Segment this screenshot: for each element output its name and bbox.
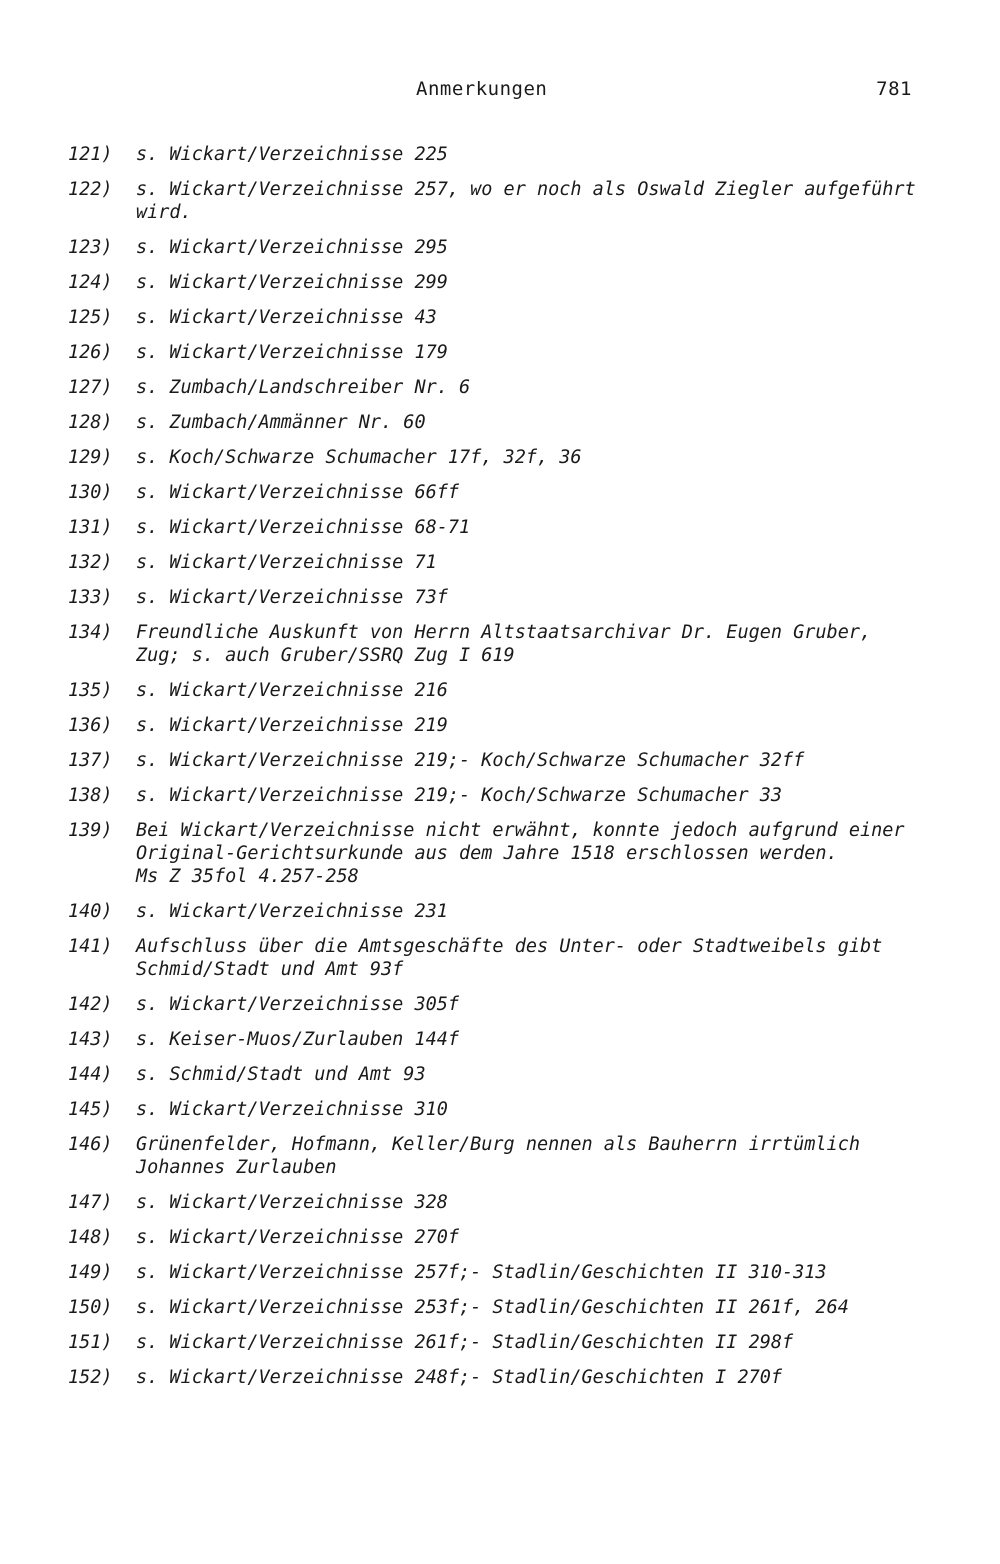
footnote-number: 145)	[68, 1099, 113, 1120]
footnote-entry	[0, 516, 1000, 539]
footnote-text: s. Wickart/Verzeichnisse 71	[136, 552, 437, 573]
footnote-entry	[0, 679, 1000, 702]
footnote-text: s. Wickart/Verzeichnisse 257f;- Stadlin/Geschichten II 310-313	[136, 1262, 827, 1283]
footnote-text: s. Wickart/Verzeichnisse 43	[136, 307, 437, 328]
footnote-text: s. Zumbach/Ammänner Nr. 60	[136, 412, 426, 433]
footnote-text: s. Wickart/Verzeichnisse 257, wo er noch als Oswald Ziegler aufgeführt wird.	[136, 179, 916, 223]
footnote-entry	[0, 1366, 1000, 1389]
footnote-text: Bei Wickart/Verzeichnisse nicht erwähnt, konnte jedoch aufgrund einer Original-Gerichtsurkunde aus dem Jahre 1518 erschlossen werden. Ms Z 35fol 4.257-258	[136, 820, 905, 887]
footnote-entry	[0, 271, 1000, 294]
footnote-entry	[0, 1226, 1000, 1249]
footnote-text: s. Wickart/Verzeichnisse 299	[136, 272, 448, 293]
footnote-number: 139)	[68, 820, 113, 841]
footnote-entry	[0, 551, 1000, 574]
footnote-entry	[0, 1331, 1000, 1354]
footnote-entry	[0, 341, 1000, 364]
footnote-entry	[0, 1063, 1000, 1086]
footnote-entry	[0, 749, 1000, 772]
footnote-number: 131)	[68, 517, 113, 538]
footnote-number: 141)	[68, 936, 113, 957]
footnote-entry	[0, 143, 1000, 166]
footnote-text: s. Wickart/Verzeichnisse 219;- Koch/Schwarze Schumacher 32ff	[136, 750, 805, 771]
footnote-entry	[0, 586, 1000, 609]
footnote-entry	[0, 1133, 1000, 1179]
footnote-entry	[0, 900, 1000, 923]
footnote-entry	[0, 306, 1000, 329]
footnote-number: 130)	[68, 482, 113, 503]
footnote-text: s. Wickart/Verzeichnisse 295	[136, 237, 448, 258]
footnote-number: 142)	[68, 994, 113, 1015]
footnote-number: 124)	[68, 272, 113, 293]
footnote-number: 147)	[68, 1192, 113, 1213]
footnote-text: s. Wickart/Verzeichnisse 248f;- Stadlin/Geschichten I 270f	[136, 1367, 783, 1388]
footnote-entry	[0, 1296, 1000, 1319]
footnote-number: 152)	[68, 1367, 113, 1388]
footnote-text: s. Wickart/Verzeichnisse 261f;- Stadlin/Geschichten II 298f	[136, 1332, 794, 1353]
footnote-number: 133)	[68, 587, 113, 608]
footnote-entry	[0, 178, 1000, 224]
footnote-text: s. Wickart/Verzeichnisse 68-71	[136, 517, 471, 538]
footnote-text: s. Wickart/Verzeichnisse 310	[136, 1099, 448, 1120]
footnote-entry	[0, 1098, 1000, 1121]
footnote-number: 125)	[68, 307, 113, 328]
footnote-text: Freundliche Auskunft von Herrn Altstaatsarchivar Dr. Eugen Gruber, Zug; s. auch Gruber/SSRQ Zug I 619	[136, 622, 872, 666]
footnote-text: s. Wickart/Verzeichnisse 219;- Koch/Schwarze Schumacher 33	[136, 785, 783, 806]
footnote-number: 134)	[68, 622, 113, 643]
footnote-entry	[0, 1191, 1000, 1214]
footnote-entry	[0, 714, 1000, 737]
footnote-number: 146)	[68, 1134, 113, 1155]
footnote-number: 143)	[68, 1029, 113, 1050]
footnote-number: 135)	[68, 680, 113, 701]
footnote-number: 132)	[68, 552, 113, 573]
footnote-entry	[0, 819, 1000, 888]
footnote-text: s. Wickart/Verzeichnisse 305f	[136, 994, 460, 1015]
footnote-number: 128)	[68, 412, 113, 433]
footnote-text: s. Zumbach/Landschreiber Nr. 6	[136, 377, 471, 398]
footnote-entry	[0, 446, 1000, 469]
footnote-number: 136)	[68, 715, 113, 736]
page-title: Anmerkungen	[416, 78, 548, 100]
footnote-number: 123)	[68, 237, 113, 258]
footnote-number: 149)	[68, 1262, 113, 1283]
footnote-entry	[0, 376, 1000, 399]
footnote-text: s. Wickart/Verzeichnisse 253f;- Stadlin/Geschichten II 261f, 264	[136, 1297, 849, 1318]
footnote-number: 140)	[68, 901, 113, 922]
footnote-text: s. Wickart/Verzeichnisse 179	[136, 342, 448, 363]
footnote-text: s. Schmid/Stadt und Amt 93	[136, 1064, 426, 1085]
footnote-entry	[0, 621, 1000, 667]
footnote-entry	[0, 993, 1000, 1016]
footnote-number: 150)	[68, 1297, 113, 1318]
footnote-text: Grünenfelder, Hofmann, Keller/Burg nennen als Bauherrn irrtümlich Johannes Zurlauben	[136, 1134, 860, 1178]
footnote-text: Aufschluss über die Amtsgeschäfte des Unter- oder Stadtweibels gibt Schmid/Stadt und Amt 93f	[136, 936, 883, 980]
footnote-text: s. Wickart/Verzeichnisse 66ff	[136, 482, 460, 503]
footnote-text: s. Keiser-Muos/Zurlauben 144f	[136, 1029, 460, 1050]
footnote-number: 126)	[68, 342, 113, 363]
page-header	[0, 78, 1000, 106]
notes-list	[0, 143, 1000, 1401]
footnote-number: 121)	[68, 144, 113, 165]
footnote-number: 138)	[68, 785, 113, 806]
footnote-number: 144)	[68, 1064, 113, 1085]
footnote-entry	[0, 1261, 1000, 1284]
footnote-entry	[0, 236, 1000, 259]
footnote-text: s. Wickart/Verzeichnisse 216	[136, 680, 448, 701]
footnote-number: 129)	[68, 447, 113, 468]
footnote-number: 137)	[68, 750, 113, 771]
page-number: 781	[876, 78, 912, 100]
footnote-entry	[0, 411, 1000, 434]
footnote-number: 127)	[68, 377, 113, 398]
footnote-entry	[0, 481, 1000, 504]
footnote-text: s. Wickart/Verzeichnisse 231	[136, 901, 448, 922]
footnote-text: s. Koch/Schwarze Schumacher 17f, 32f, 36	[136, 447, 582, 468]
footnote-entry	[0, 935, 1000, 981]
footnote-number: 151)	[68, 1332, 113, 1353]
footnote-number: 122)	[68, 179, 113, 200]
footnote-entry	[0, 784, 1000, 807]
footnote-number: 148)	[68, 1227, 113, 1248]
footnote-text: s. Wickart/Verzeichnisse 328	[136, 1192, 448, 1213]
footnote-text: s. Wickart/Verzeichnisse 73f	[136, 587, 448, 608]
footnote-text: s. Wickart/Verzeichnisse 225	[136, 144, 448, 165]
footnote-text: s. Wickart/Verzeichnisse 219	[136, 715, 448, 736]
footnote-entry	[0, 1028, 1000, 1051]
footnote-text: s. Wickart/Verzeichnisse 270f	[136, 1227, 460, 1248]
